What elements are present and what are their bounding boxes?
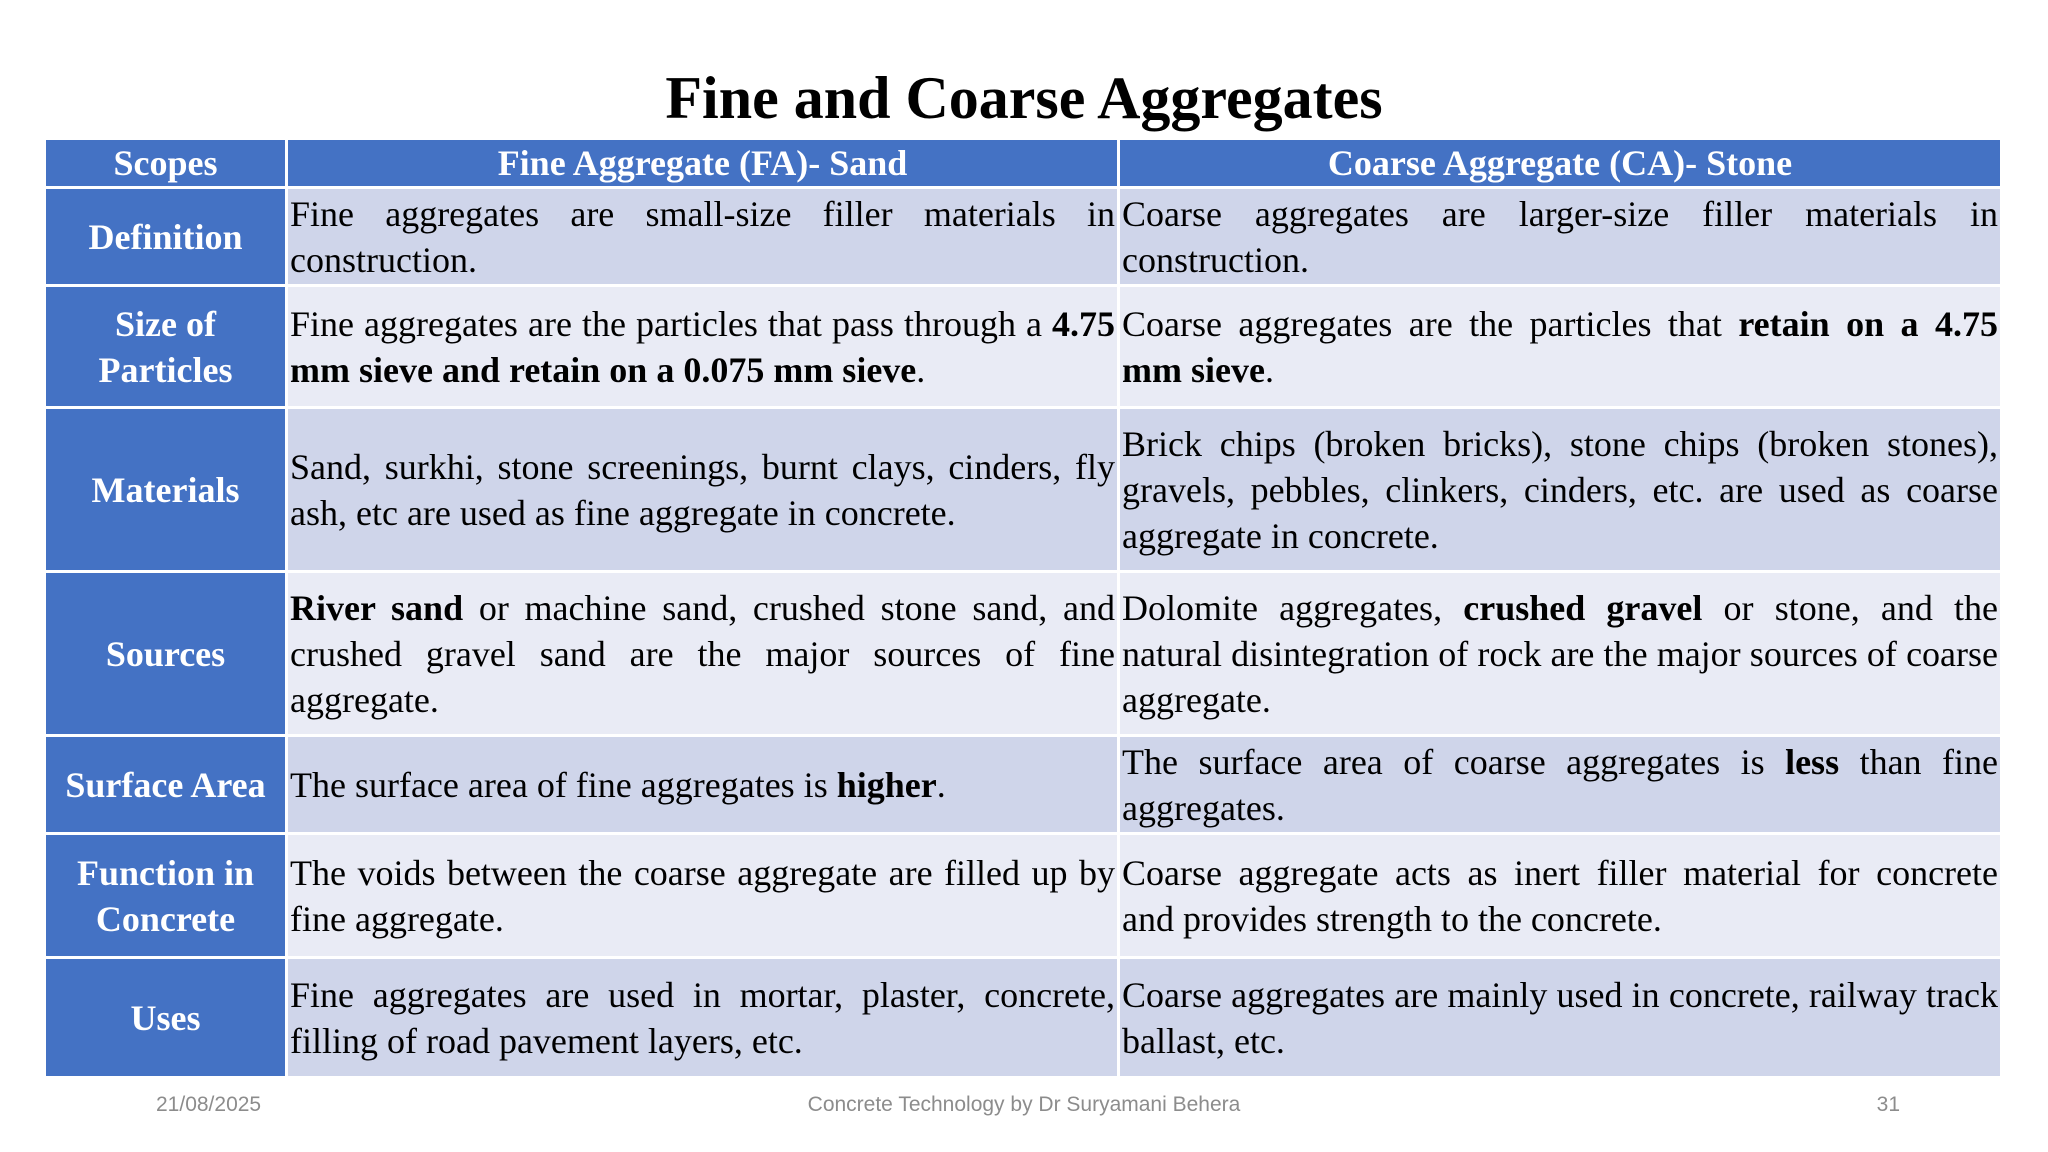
fine-cell <box>287 408 1119 572</box>
scope-cell: Surface Area <box>45 736 287 834</box>
text-run: Coarse aggregates are larger-size filler materials in construction. <box>1122 193 1998 280</box>
text-run: Coarse aggregates are mainly used in concrete, railway track ballast, etc. <box>1122 974 1998 1061</box>
bold-text: 4.75 mm sieve and retain on a 0.075 mm sieve <box>290 303 1115 390</box>
comparison-table <box>43 137 2003 1079</box>
bold-text: River sand <box>290 587 464 628</box>
fine-cell <box>287 736 1119 834</box>
coarse-cell <box>1119 736 2002 834</box>
text-run: Coarse aggregate acts as inert filler material for concrete and provides strength to the concrete. <box>1122 852 1998 939</box>
text-run: Fine aggregates are used in mortar, plaster, concrete, filling of road pavement layers, etc. <box>290 974 1115 1061</box>
table-row <box>45 572 2002 736</box>
bold-text: less <box>1785 741 1840 782</box>
footer-date: 21/08/2025 <box>156 1093 262 1116</box>
fine-cell <box>287 572 1119 736</box>
text-run: Fine aggregates are the particles that pass through a <box>290 303 1052 344</box>
scope-cell: Definition <box>45 188 287 286</box>
fine-cell <box>287 286 1119 408</box>
text-run: The surface area of coarse aggregates is <box>1122 741 1786 782</box>
text-run: Sand, surkhi, stone screenings, burnt clays, cinders, fly ash, etc are used as fine aggregate in concrete. <box>290 446 1115 533</box>
table-header-row <box>45 139 2002 188</box>
coarse-cell <box>1119 188 2002 286</box>
bold-text: crushed gravel <box>1463 587 1703 628</box>
text-run: than fine aggregates. <box>1122 741 1998 828</box>
table-row <box>45 188 2002 286</box>
text-run: Fine aggregates are small-size filler materials in construction. <box>290 193 1115 280</box>
scope-cell: Sources <box>45 572 287 736</box>
fine-cell <box>287 834 1119 958</box>
coarse-cell <box>1119 286 2002 408</box>
coarse-cell <box>1119 572 2002 736</box>
text-run: The surface area of fine aggregates is <box>290 764 837 805</box>
header-coarse-aggregate: Coarse Aggregate (CA)- Stone <box>1119 139 2002 188</box>
bold-text: higher <box>836 764 937 805</box>
scope-cell: Function in Concrete <box>45 834 287 958</box>
table-row <box>45 408 2002 572</box>
scope-cell: Size of Particles <box>45 286 287 408</box>
table-row <box>45 286 2002 408</box>
table-row <box>45 736 2002 834</box>
footer-title: Concrete Technology by Dr Suryamani Behera <box>807 1093 1241 1116</box>
bold-text: retain on a 4.75 mm sieve <box>1122 303 1998 390</box>
coarse-cell <box>1119 958 2002 1078</box>
table-row <box>45 958 2002 1078</box>
footer-page-number: 31 <box>1876 1093 1900 1116</box>
text-run: . <box>916 349 926 390</box>
text-run: Dolomite aggregates, <box>1122 587 1464 628</box>
header-fine-aggregate: Fine Aggregate (FA)- Sand <box>287 139 1119 188</box>
text-run: or machine sand, crushed stone sand, and crushed gravel sand are the major sources of fine aggregate. <box>290 587 1116 720</box>
text-run: or stone, and the natural disintegration of rock are the major sources of coarse aggregate. <box>1122 587 1999 720</box>
text-run: Brick chips (broken bricks), stone chips (broken stones), gravels, pebbles, clinkers, cinders, etc. are used as coarse aggregate in concrete. <box>1122 423 1998 556</box>
table-row <box>45 834 2002 958</box>
header-scopes: Scopes <box>45 139 287 188</box>
text-run: . <box>936 764 946 805</box>
coarse-cell <box>1119 834 2002 958</box>
text-run: Coarse aggregates are the particles that <box>1122 303 1739 344</box>
slide-title: Fine and Coarse Aggregates <box>665 65 1383 131</box>
fine-cell <box>287 188 1119 286</box>
coarse-cell <box>1119 408 2002 572</box>
fine-cell <box>287 958 1119 1078</box>
scope-cell: Materials <box>45 408 287 572</box>
text-run: The voids between the coarse aggregate are filled up by fine aggregate. <box>290 852 1115 939</box>
scope-cell: Uses <box>45 958 287 1078</box>
text-run: . <box>1264 349 1274 390</box>
